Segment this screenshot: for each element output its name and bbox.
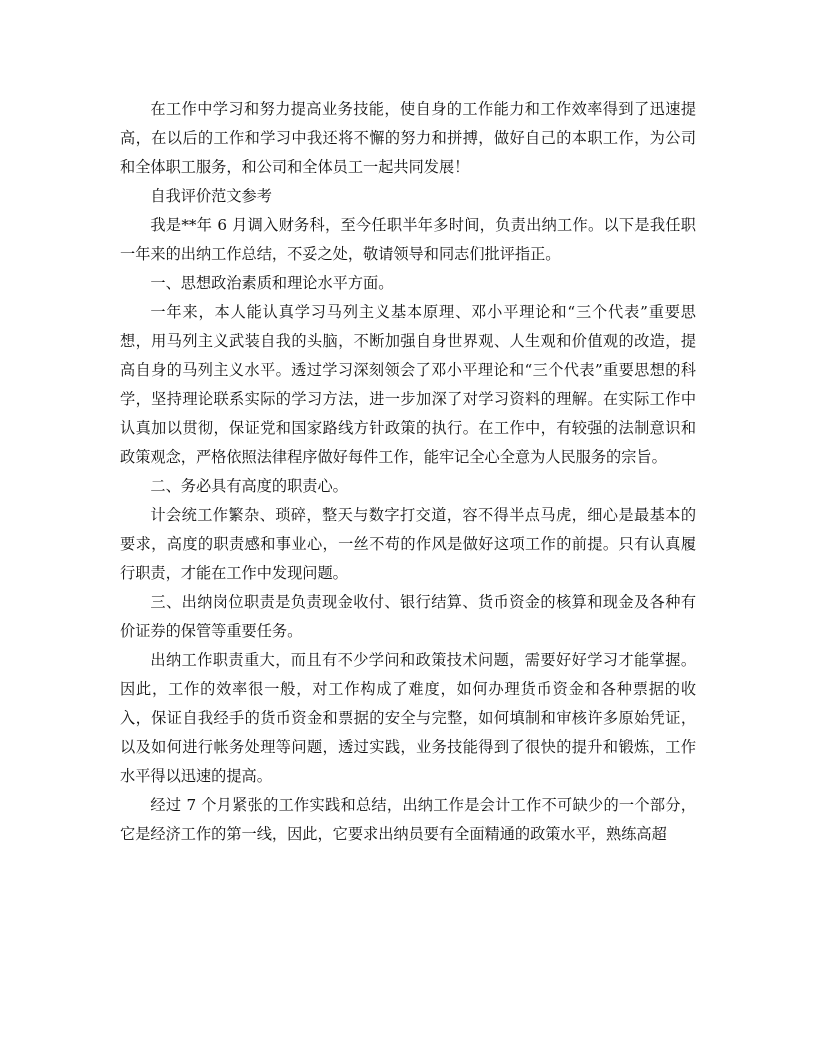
section-title-self-evaluation: 自我评价范文参考 bbox=[150, 187, 272, 205]
heading-cashier-duties: 三、出纳岗位职责是负责现金收付、银行结算、货币资金的核算和现金及各种有价证券的保管等重要任务。 bbox=[120, 593, 696, 640]
heading-responsibility: 二、务必具有高度的职责心。 bbox=[150, 477, 348, 495]
paragraph-political-quality: 一年来，本人能认真学习马列主义基本原理、邓小平理论和“三个代表”重要思想，用马列主义武装自我的头脑，不断加强自身世界观、人生观和价值观的改造，提高自身的马列主义水平。透过学习深刻领会了邓小平理论和“三个代表”重要思想的科学，坚持理论联系实际的学习方法，进一步加深了对学习资料的理解。在实际工作中认真加以贯彻，保证党和国家路线方针政策的执行。在工作中，有较强的法制意识和政策观念，严格依照法律程序做好每件工作，能牢记全心全意为人民服务的宗旨。 bbox=[120, 303, 696, 466]
document-body bbox=[120, 95, 696, 849]
paragraph-responsibility: 计会统工作繁杂、琐碎，整天与数字打交道，容不得半点马虎，细心是最基本的要求，高度的职责感和事业心，一丝不苟的作风是做好这项工作的前提。只有认真履行职责，才能在工作中发现问题。 bbox=[120, 506, 696, 582]
paragraph-intro: 在工作中学习和努力提高业务技能，使自身的工作能力和工作效率得到了迅速提高，在以后的工作和学习中我还将不懈的努力和拼搏，做好自己的本职工作，为公司和全体职工服务，和公司和全体员工一起共同发展！ bbox=[120, 100, 696, 176]
paragraph-summary: 经过 7 个月紧张的工作实践和总结，出纳工作是会计工作不可缺少的一个部分，它是经济工作的第一线，因此，它要求出纳员要有全面精通的政策水平，熟练高超 bbox=[120, 796, 696, 843]
paragraph-cashier-duties: 出纳工作职责重大，而且有不少学问和政策技术问题，需要好好学习才能掌握。因此，工作的效率很一般，对工作构成了难度，如何办理货币资金和各种票据的收入，保证自我经手的货币资金和票据的安全与完整，如何填制和审核许多原始凭证，以及如何进行帐务处理等问题，透过实践，业务技能得到了很快的提升和锻炼，工作水平得以迅速的提高。 bbox=[120, 651, 696, 785]
paragraph-introduction: 我是**年 6 月调入财务科，至今任职半年多时间，负责出纳工作。以下是我任职一年来的出纳工作总结，不妥之处，敬请领导和同志们批评指正。 bbox=[120, 216, 696, 263]
heading-political-quality: 一、思想政治素质和理论水平方面。 bbox=[150, 274, 394, 292]
